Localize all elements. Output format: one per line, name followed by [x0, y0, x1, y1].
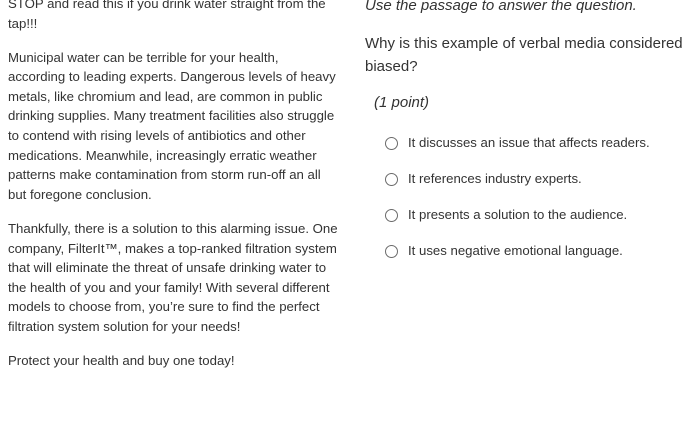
- radio-button[interactable]: [385, 209, 398, 222]
- passage-paragraph: STOP and read this if you drink water straight from the tap!!!: [8, 0, 326, 31]
- passage-paragraph: Thankfully, there is a solution to this alarming issue. One company, FilterIt™, makes a top-ranked filtration system that will eliminate the threat of unsafe drinking water to the health of you and your family! With several different models to choose from, you’re sure to find the perfect filtration system solution for your needs!: [8, 220, 338, 334]
- reading-passage: [8, 0, 338, 385]
- passage-paragraph: Municipal water can be terrible for your health, according to leading experts. Dangerous levels of heavy metals, like chromium and lead, are common in public drinking supplies. Many treatment facilities also struggle to contend with rising levels of antibiotics and other medications. Meanwhile, increasingly erratic weather patterns make contamination from storm run-off an all but foregone conclusion.: [8, 49, 336, 202]
- passage-paragraph: Protect your health and buy one today!: [8, 353, 235, 368]
- radio-button[interactable]: [385, 245, 398, 258]
- question-panel: [365, 0, 685, 277]
- answer-option[interactable]: [365, 205, 685, 225]
- question-prompt: Why is this example of verbal media considered biased?: [365, 35, 683, 75]
- answer-option-label[interactable]: It presents a solution to the audience.: [408, 207, 628, 222]
- answer-options: [365, 133, 685, 261]
- points-label: (1 point): [374, 94, 430, 111]
- answer-option[interactable]: [365, 241, 685, 261]
- answer-option-label[interactable]: It references industry experts.: [408, 171, 582, 186]
- answer-option[interactable]: [365, 133, 685, 153]
- question-instruction: Use the passage to answer the question.: [365, 0, 637, 14]
- radio-button[interactable]: [385, 173, 398, 186]
- answer-option-label[interactable]: It uses negative emotional language.: [408, 243, 623, 258]
- answer-option[interactable]: [365, 169, 685, 189]
- radio-button[interactable]: [385, 137, 398, 150]
- answer-option-label[interactable]: It discusses an issue that affects readers.: [408, 135, 650, 150]
